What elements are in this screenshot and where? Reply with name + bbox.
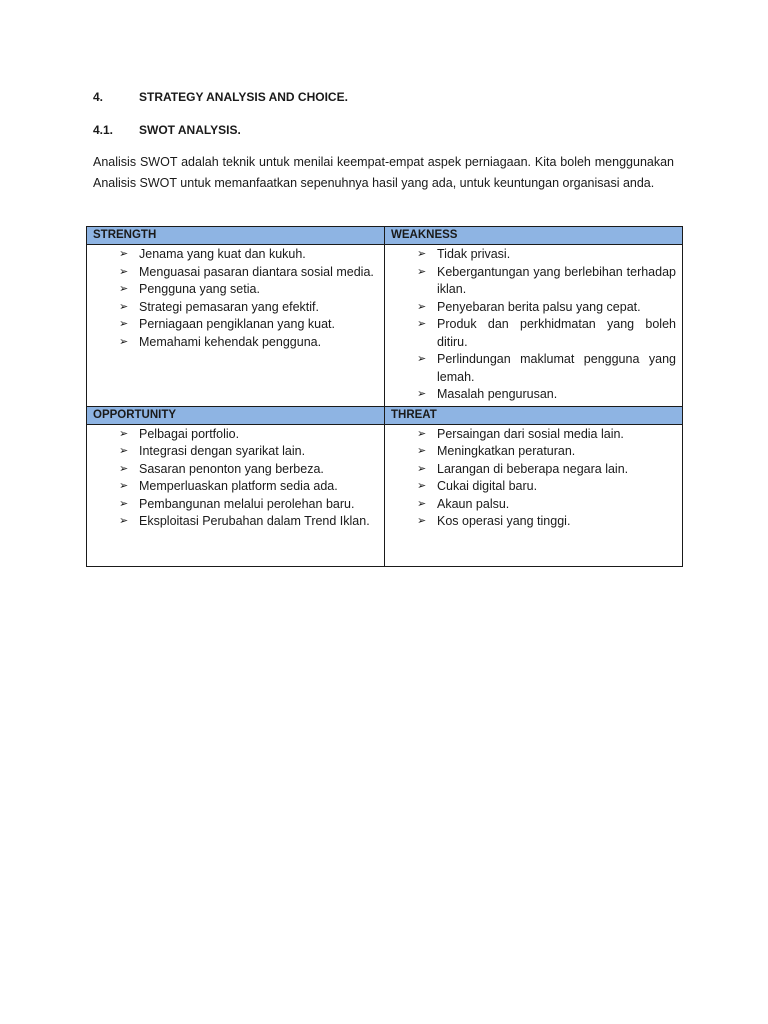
list-item-text: Jenama yang kuat dan kukuh. [139,247,306,261]
arrow-bullet-icon: ➢ [119,283,129,295]
list-item [391,351,676,386]
arrow-bullet-icon: ➢ [417,445,427,457]
list-item [93,246,378,264]
list-item-text: Produk dan perkhidmatan yang boleh ditiru. [437,317,676,349]
strength-cell [87,245,385,407]
list-item-text: Perlindungan maklumat pengguna yang lemah. [437,352,676,384]
swot-body-row-top [87,245,683,407]
list-item [391,246,676,264]
list-item [93,316,378,334]
arrow-bullet-icon: ➢ [417,427,427,440]
list-item [391,496,676,514]
strength-list [87,245,384,353]
subsection-heading [93,123,241,137]
arrow-bullet-icon: ➢ [119,515,129,527]
arrow-bullet-icon: ➢ [417,497,427,510]
section-heading [93,90,348,104]
arrow-bullet-icon: ➢ [119,265,129,278]
arrow-bullet-icon: ➢ [119,248,129,260]
list-item [93,478,378,496]
list-item-text: Pengguna yang setia. [139,282,260,296]
arrow-bullet-icon: ➢ [119,445,129,457]
intro-paragraph: Analisis SWOT adalah teknik untuk menilai keempat-empat aspek perniagaan. Kita boleh menggunakan Analisis SWOT untuk memanfaatkan sepenuhnya hasil yang ada, untuk keuntungan organisasi anda. [93,155,674,190]
arrow-bullet-icon: ➢ [417,480,427,492]
list-item [391,299,676,317]
list-item-text: Persaingan dari sosial media lain. [437,426,624,441]
list-item-text: Kebergantungan yang berlebihan terhadap iklan. [437,264,676,296]
list-item-text: Sasaran penonton yang berbeza. [139,461,324,476]
threat-header: THREAT [385,406,683,424]
list-item-text: Larangan di beberapa negara lain. [437,461,629,476]
list-item [391,513,676,531]
opportunity-header: OPPORTUNITY [87,406,385,424]
list-item-text: Pelbagai portfolio. [139,426,240,441]
weakness-cell [385,245,683,407]
list-item-text: Cukai digital baru. [437,479,538,493]
opportunity-list [87,425,384,533]
list-item [391,443,676,461]
arrow-bullet-icon: ➢ [417,353,427,365]
threat-cell [385,424,683,566]
list-item-text: Perniagaan pengiklanan yang kuat. [139,317,335,331]
list-item-text: Meningkatkan peraturan. [437,444,576,458]
list-item [391,461,676,479]
list-item [93,299,378,317]
list-item [93,264,378,282]
arrow-bullet-icon: ➢ [119,462,129,475]
weakness-list [385,245,682,406]
list-item [93,513,378,531]
list-item-text: Penyebaran berita palsu yang cepat. [437,299,641,314]
list-item [93,281,378,299]
swot-table [86,226,683,567]
arrow-bullet-icon: ➢ [417,318,427,330]
arrow-bullet-icon: ➢ [119,335,129,348]
list-item [391,264,676,299]
arrow-bullet-icon: ➢ [417,265,427,278]
swot-body-row-bottom [87,424,683,566]
strength-header: STRENGTH [87,227,385,245]
list-item-text: Memperluaskan platform sedia ada. [139,479,338,493]
arrow-bullet-icon: ➢ [119,497,129,510]
list-item [391,316,676,351]
list-item [93,443,378,461]
swot-header-row-top [87,227,683,245]
subsection-title: SWOT ANALYSIS. [139,123,241,137]
arrow-bullet-icon: ➢ [417,300,427,313]
opportunity-cell [87,424,385,566]
list-item [93,426,378,444]
list-item [93,334,378,352]
arrow-bullet-icon: ➢ [119,300,129,313]
subsection-number: 4.1. [93,123,114,137]
arrow-bullet-icon: ➢ [119,480,129,492]
list-item-text: Pembangunan melalui perolehan baru. [139,496,355,511]
list-item [391,478,676,496]
section-title: STRATEGY ANALYSIS AND CHOICE. [139,90,348,104]
arrow-bullet-icon: ➢ [119,318,129,330]
arrow-bullet-icon: ➢ [417,515,427,527]
arrow-bullet-icon: ➢ [417,462,427,475]
list-item-text: Menguasai pasaran diantara sosial media. [139,264,374,279]
list-item-text: Akaun palsu. [437,496,510,511]
swot-header-row-bottom [87,406,683,424]
section-number: 4. [93,90,104,104]
list-item [93,461,378,479]
arrow-bullet-icon: ➢ [119,427,129,440]
list-item-text: Memahami kehendak pengguna. [139,334,322,349]
arrow-bullet-icon: ➢ [417,248,427,260]
list-item [391,386,676,404]
weakness-header: WEAKNESS [385,227,683,245]
list-item-text: Kos operasi yang tinggi. [437,514,571,528]
list-item-text: Integrasi dengan syarikat lain. [139,444,306,458]
list-item [391,426,676,444]
list-item-text: Tidak privasi. [437,247,511,261]
list-item-text: Masalah pengurusan. [437,387,558,401]
list-item-text: Strategi pemasaran yang efektif. [139,299,319,314]
list-item [93,496,378,514]
threat-list [385,425,682,533]
list-item-text: Eksploitasi Perubahan dalam Trend Iklan. [139,514,370,528]
arrow-bullet-icon: ➢ [417,388,427,400]
